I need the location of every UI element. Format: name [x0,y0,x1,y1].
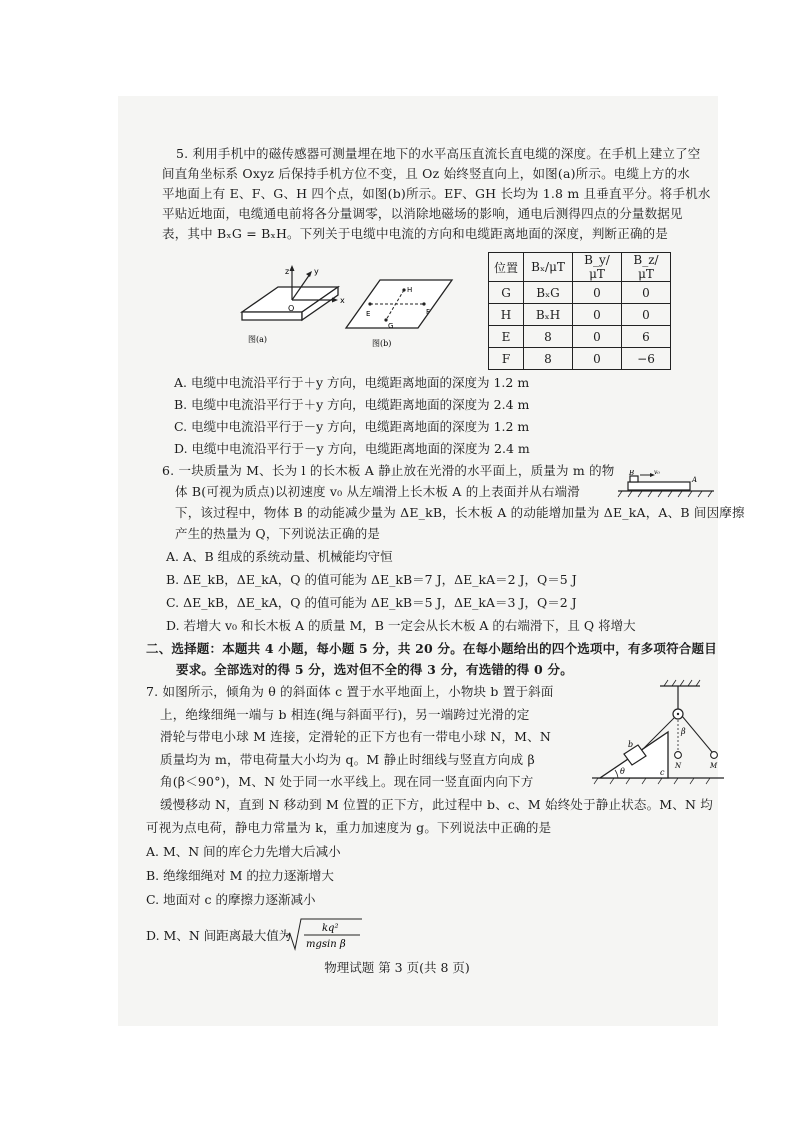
table-cell: −6 [622,348,671,370]
table-header-cell: B_y/μT [573,253,622,282]
magnetic-data-table [488,252,671,370]
q5-option-a[interactable]: A. 电缆中电流沿平行于＋y 方向，电缆距离地面的深度为 1.2 m [174,375,530,390]
fig-label-b: b [628,740,634,749]
q7-line-4: 质量均为 m，带电荷量大小均为 q。M 静止时细线与竖直方向成 β [160,752,535,767]
q7-option-d-prefix: D. M、N 间距离最大值为 [146,928,292,943]
fig-label-theta: θ [620,767,625,776]
figure-a-phone [230,262,350,352]
q7-line-3: 滑轮与带电小球 M 连接，定滑轮的正下方也有一带电小球 N，M、N [160,729,551,744]
fig-label-a: A [692,476,698,484]
section-2-instructions: 要求。全部选对的得 5 分，选对但不全的得 3 分，有选错的得 0 分。 [176,662,573,677]
q6-option-c[interactable]: C. ΔE_kB，ΔE_kA，Q 的值可能为 ΔE_kB＝5 J，ΔE_kA＝3 J，Q＝2 J [166,595,577,610]
q6-option-d[interactable]: D. 若增大 v₀ 和长木板 A 的质量 M，B 一定会从长木板 A 的右端滑下，且 Q 将增大 [166,618,636,633]
q5-line-2: 间直角坐标系 Oxyz 后保持手机方位不变，且 Oz 始终竖直向上，如图(a)所示。电缆上方的水 [162,166,690,181]
axis-y-label: y [314,267,319,276]
figure-q7-incline [562,676,732,786]
table-cell: BₓH [524,304,573,326]
point-f-label: F [426,308,431,316]
table-cell: BₓG [524,282,573,304]
q7-line-7: 可视为点电荷，静电力常量为 k，重力加速度为 g。下列说法中正确的是 [146,820,552,835]
table-cell: H [489,304,524,326]
axis-x-label: x [340,296,345,305]
q5-line-4: 平贴近地面，电缆通电前将各分量调零，以消除地磁场的影响，通电后测得四点的分量数据见 [162,206,683,221]
q7-option-a[interactable]: A. M、N 间的库仑力先增大后减小 [146,844,341,859]
fig-label-v0: v₀ [654,470,660,476]
fraction-numerator: kq² [322,923,339,934]
figure-q6-board [614,470,718,500]
q7-option-b[interactable]: B. 绝缘细绳对 M 的拉力逐渐增大 [146,868,334,883]
q5-option-d[interactable]: D. 电缆中电流沿平行于－y 方向，电缆距离地面的深度为 2.4 m [174,441,530,456]
table-cell: 8 [524,326,573,348]
page-footer: 物理试题 第 3 页(共 8 页) [324,960,470,975]
q5-line-1: 5. 利用手机中的磁传感器可测量埋在地下的水平高压直流长直电缆的深度。在手机上建立了空 [176,146,701,161]
q6-option-b[interactable]: B. ΔE_kB，ΔE_kA，Q 的值可能为 ΔE_kB＝7 J，ΔE_kA＝2 J，Q＝5 J [166,572,577,587]
table-header-cell: 位置 [489,253,524,282]
q5-line-5: 表，其中 BₓG = BₓH。下列关于电缆中电流的方向和电缆距离地面的深度，判断正确的是 [162,226,669,241]
point-g-label: G [388,322,394,330]
table-cell: F [489,348,524,370]
q7-line-1: 7. 如图所示，倾角为 θ 的斜面体 c 置于水平地面上，小物块 b 置于斜面 [146,684,554,699]
table-row [489,348,671,370]
fraction-denominator: mgsin β [306,939,346,950]
table-header-cell: B_z/μT [622,253,671,282]
table-header-cell: Bₓ/μT [524,253,573,282]
section-2-heading: 二、选择题：本题共 4 小题，每小题 5 分，共 20 分。在每小题给出的四个选项中，有多项符合题目 [146,641,717,656]
fig-label-c: c [660,768,665,777]
table-row [489,282,671,304]
sqrt-fraction [284,916,364,952]
fig-label-m: M [710,762,718,770]
table-cell: E [489,326,524,348]
figure-a-caption: 图(a) [248,335,268,344]
table-cell: 0 [573,348,622,370]
q5-line-3: 平地面上有 E、F、G、H 四个点，如图(b)所示。EF、GH 长均为 1.8 m 且垂直平分。将手机水 [162,186,711,201]
table-cell: 0 [573,326,622,348]
q7-line-5: 角(β＜90°)，M、N 处于同一水平线上。现在同一竖直面内向下方 [160,774,534,789]
table-row [489,304,671,326]
fig-label-n: N [675,762,682,770]
fig-label-beta: β [681,727,686,736]
q6-line-4: 产生的热量为 Q，下列说法正确的是 [175,526,381,541]
axis-origin-label: O [288,304,295,313]
point-e-label: E [366,310,371,318]
table-cell: 0 [622,282,671,304]
table-row [489,326,671,348]
figure-b-ground [340,270,460,352]
fig-label-b: B [629,470,635,477]
q7-line-2: 上，绝缘细绳一端与 b 相连(绳与斜面平行)，另一端跨过光滑的定 [160,707,530,722]
table-cell: G [489,282,524,304]
q6-option-a[interactable]: A. A、B 组成的系统动量、机械能均守恒 [166,549,393,564]
q6-line-2: 体 B(可视为质点)以初速度 v₀ 从左端滑上长木板 A 的上表面并从右端滑 [175,484,581,499]
table-cell: 6 [622,326,671,348]
table-cell: 0 [622,304,671,326]
table-cell: 0 [573,304,622,326]
table-cell: 8 [524,348,573,370]
q7-line-6: 缓慢移动 N，直到 N 移动到 M 位置的正下方，此过程中 b、c、M 始终处于静止状态。M、N 均 [160,797,714,812]
axis-z-label: z [285,267,290,276]
table-header-row [489,253,671,282]
figure-b-caption: 图(b) [372,339,392,348]
table-cell: 0 [573,282,622,304]
point-h-label: H [407,286,413,294]
q7-option-c[interactable]: C. 地面对 c 的摩擦力逐渐减小 [146,892,316,907]
q5-option-b[interactable]: B. 电缆中电流沿平行于＋y 方向，电缆距离地面的深度为 2.4 m [174,397,530,412]
q5-option-c[interactable]: C. 电缆中电流沿平行于－y 方向，电缆距离地面的深度为 1.2 m [174,419,530,434]
q6-line-3: 下，该过程中，物体 B 的动能减少量为 ΔE_kB，长木板 A 的动能增加量为 ΔE_kA，A、B 间因摩擦 [175,505,745,520]
q6-line-1: 6. 一块质量为 M、长为 l 的长木板 A 静止放在光滑的水平面上，质量为 m 的物 [162,463,615,478]
